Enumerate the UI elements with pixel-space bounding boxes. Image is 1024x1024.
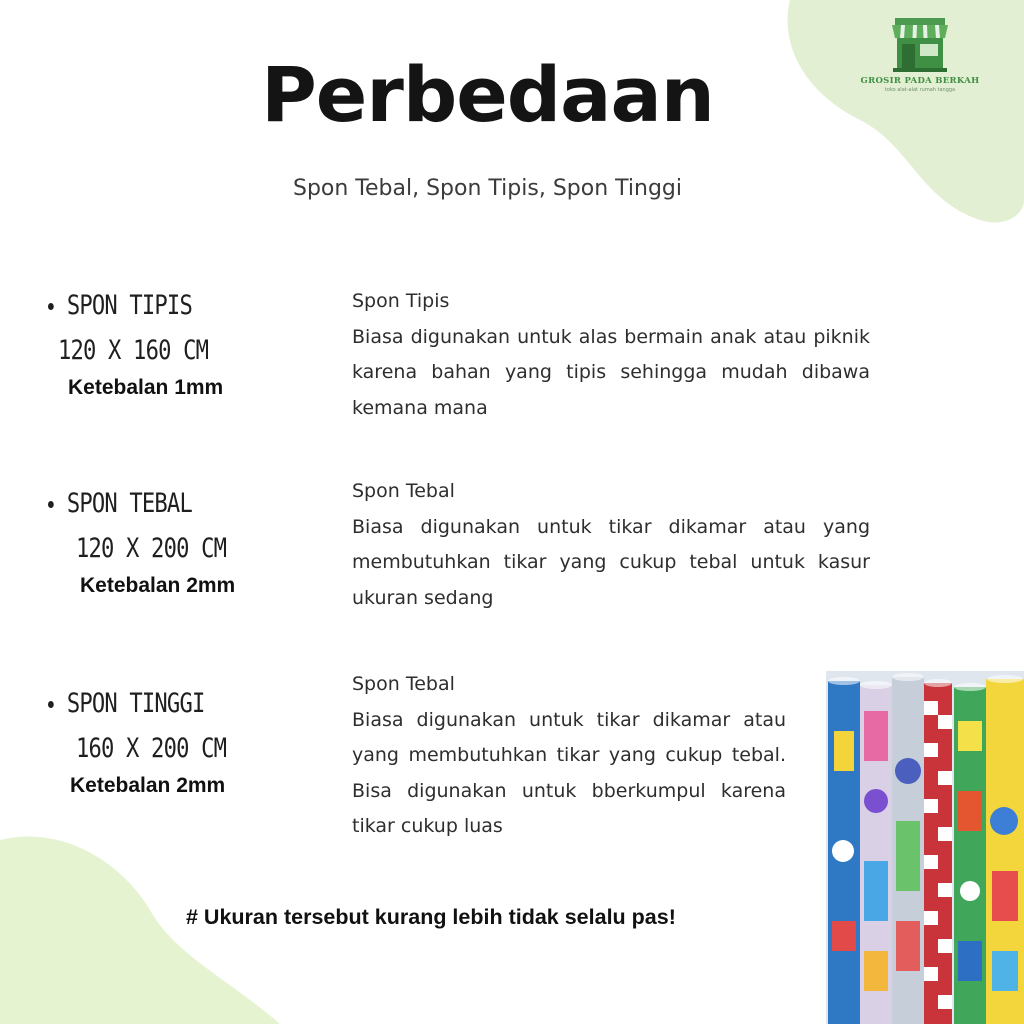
desc-title: Spon Tipis [352, 290, 450, 312]
item-desc-tipis [352, 284, 870, 426]
item-spec-tebal [48, 488, 259, 598]
product-photo [826, 671, 1024, 1024]
item-spec-tipis [48, 290, 241, 400]
item-name: SPON TEBAL [66, 488, 192, 519]
bullet-icon [48, 303, 54, 310]
desc-text: Biasa digunakan untuk alas bermain anak atau piknik karena bahan yang tipis sehingga mudah dibawa kemana mana [352, 325, 870, 419]
item-thickness: Ketebalan 1mm [68, 376, 224, 399]
brand-name: GROSIR PADA BERKAH [860, 76, 980, 86]
item-thickness: Ketebalan 2mm [70, 774, 226, 797]
page-title: Perbedaan [261, 50, 714, 139]
item-name: SPON TINGGI [66, 688, 205, 719]
desc-text: Biasa digunakan untuk tikar dikamar atau yang membutuhkan tikar yang cukup tebal. Bisa digunakan untuk bberkumpul karena tikar cukup luas [352, 708, 786, 837]
page-subtitle: Spon Tebal, Spon Tipis, Spon Tinggi [292, 176, 683, 201]
bullet-icon [48, 701, 54, 708]
desc-title: Spon Tebal [352, 480, 455, 502]
brand-tagline: toko alat-alat rumah tangga [884, 87, 956, 93]
bullet-icon [48, 501, 54, 508]
item-spec-tinggi [48, 688, 259, 798]
item-size: 120 X 160 CM [58, 335, 209, 366]
desc-text: Biasa digunakan untuk tikar dikamar atau yang membutuhkan tikar yang cukup tebal untuk kasur ukuran sedang [352, 515, 870, 609]
item-desc-tebal [352, 474, 870, 616]
item-thickness: Ketebalan 2mm [80, 574, 236, 597]
item-name: SPON TIPIS [66, 290, 192, 321]
size-disclaimer: # Ukuran tersebut kurang lebih tidak selalu pas! [186, 905, 676, 929]
desc-title: Spon Tebal [352, 673, 455, 695]
item-size: 120 X 200 CM [76, 533, 227, 564]
item-size: 160 X 200 CM [76, 733, 227, 764]
item-desc-tinggi [352, 667, 786, 845]
